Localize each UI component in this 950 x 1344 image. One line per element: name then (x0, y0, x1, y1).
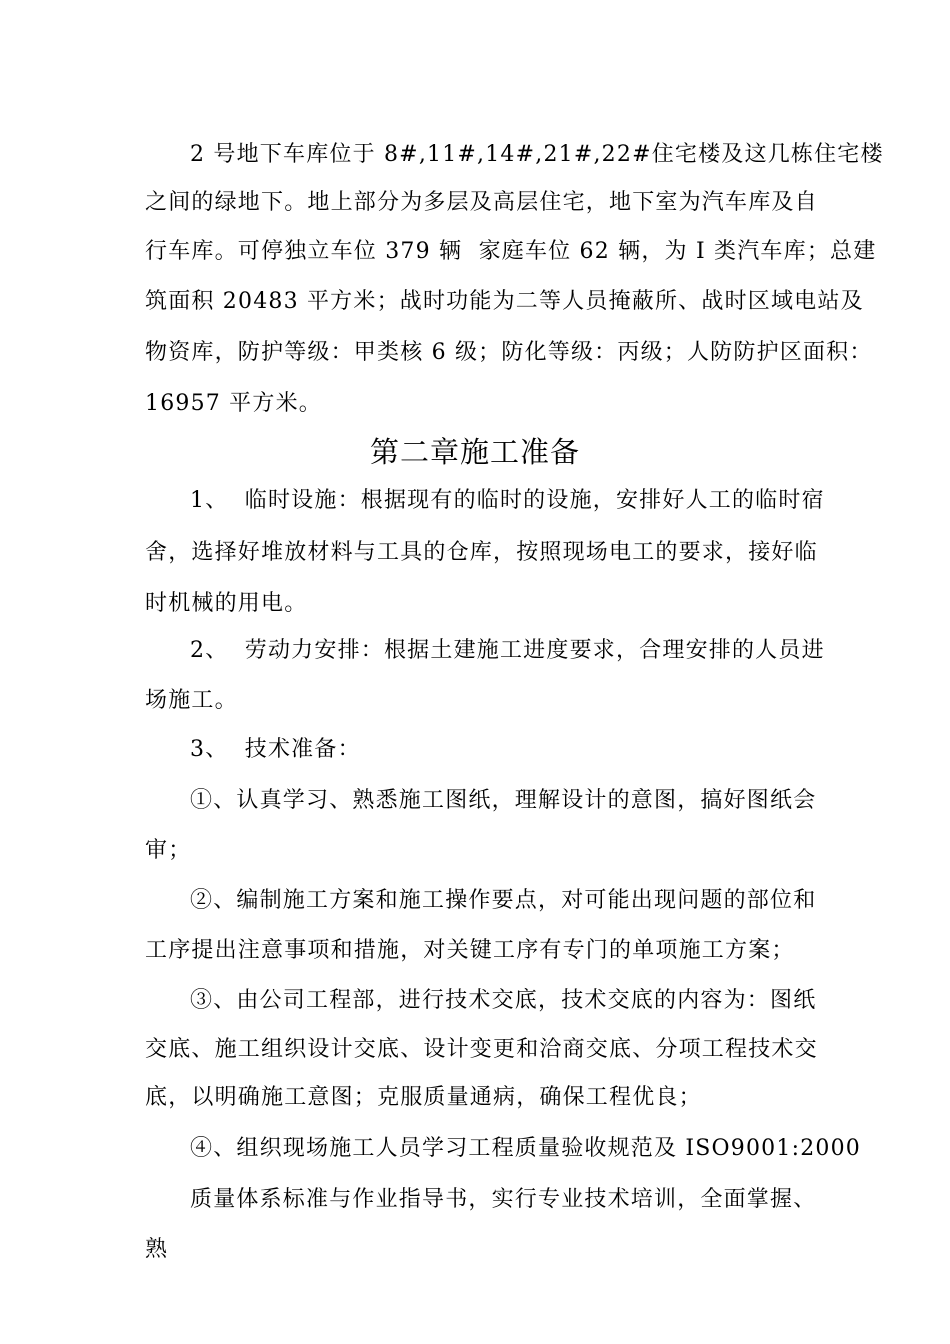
item-5-line-2: 工序提出注意事项和措施，对关键工序有专门的单项施工方案； (145, 938, 795, 963)
item-3-line-1: 3、 技术准备： (190, 737, 361, 762)
item-5-line-1: ②、编制施工方案和施工操作要点，对可能出现问题的部位和 (190, 888, 817, 913)
item-2-line-1: 2、 劳动力安排：根据土建施工进度要求，合理安排的人员进 (190, 638, 825, 663)
item-7-line-3: 熟 (145, 1237, 169, 1262)
intro-line-5: 物资库，防护等级：甲类核 6 级；防化等级：丙级；人防防护区面积： (145, 340, 873, 365)
item-7-line-1: ④、组织现场施工人员学习工程质量验收规范及 ISO9001:2000 (190, 1136, 861, 1161)
item-1-line-1: 1、 临时设施：根据现有的临时的设施，安排好人工的临时宿 (190, 488, 825, 513)
intro-line-3: 行车库。可停独立车位 379 辆 家庭车位 62 辆，为 I 类汽车库；总建 (145, 239, 877, 264)
item-4-line-1: ①、认真学习、熟悉施工图纸，理解设计的意图，搞好图纸会 (190, 788, 817, 813)
item-6-line-3: 底，以明确施工意图；克服质量通病，确保工程优良； (145, 1085, 702, 1110)
item-4-line-2: 审； (145, 838, 192, 863)
intro-line-4: 筑面积 20483 平方米；战时功能为二等人员掩蔽所、战时区域电站及 (145, 289, 864, 314)
item-2-line-2: 场施工。 (145, 688, 238, 713)
item-6-line-2: 交底、施工组织设计交底、设计变更和洽商交底、分项工程技术交 (145, 1037, 818, 1062)
item-6-line-1: ③、由公司工程部，进行技术交底，技术交底的内容为：图纸 (190, 988, 817, 1013)
intro-line-6: 16957 平方米。 (145, 391, 322, 416)
item-7-line-2: 质量体系标准与作业指导书，实行专业技术培训，全面掌握、 (190, 1187, 817, 1212)
item-1-line-3: 时机械的用电。 (145, 591, 308, 616)
intro-line-2: 之间的绿地下。地上部分为多层及高层住宅，地下室为汽车库及自 (145, 190, 818, 215)
chapter-title: 第二章施工准备 (369, 435, 580, 469)
item-1-line-2: 舍，选择好堆放材料与工具的仓库，按照现场电工的要求，接好临 (145, 540, 818, 565)
intro-line-1: 2 号地下车库位于 8#,11#,14#,21#,22#住宅楼及这几栋住宅楼 (190, 142, 884, 167)
